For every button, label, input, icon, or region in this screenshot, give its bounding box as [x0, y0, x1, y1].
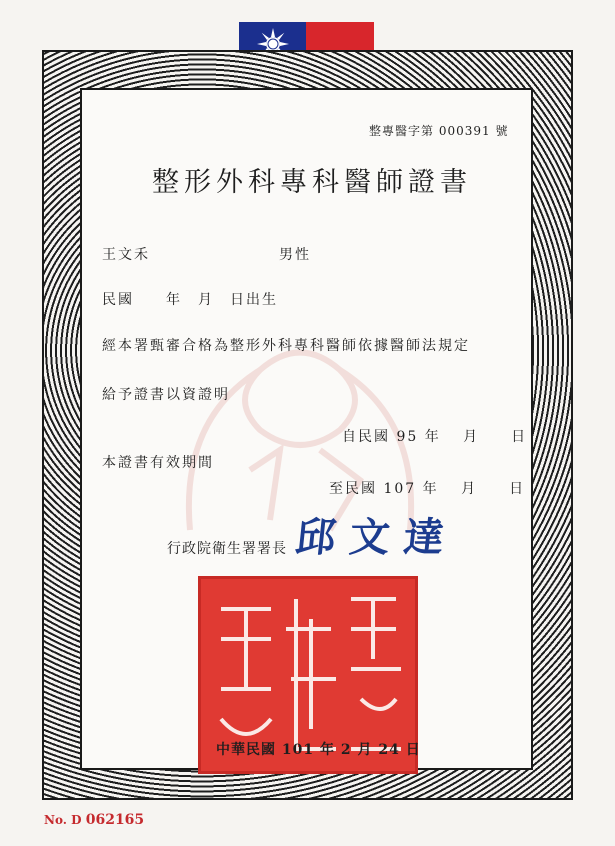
holder-name: 王文禾: [102, 247, 150, 263]
valid-to-date: 至民國 107 年 月 日: [329, 481, 526, 497]
issue-date: 中華民國 101 年 2 月 24 日: [216, 742, 421, 758]
certificate-number: 整專醫字第 000391 號: [369, 124, 509, 138]
serial-prefix: No. D: [44, 813, 82, 827]
issuing-official-title: 行政院衛生署署長: [167, 541, 287, 557]
birth-date-line: 民國 年 月 日出生: [102, 292, 278, 308]
official-signature: 邱文達: [293, 514, 461, 561]
serial-digits: 062165: [85, 812, 145, 828]
certification-statement: 經本署甄審合格為整形外科專科醫師依據醫師法規定: [102, 338, 470, 354]
certification-statement-2: 給予證書以資證明: [102, 387, 230, 403]
validity-label: 本證書有效期間: [102, 455, 214, 471]
valid-from-date: 自民國 95 年 月 日: [342, 429, 528, 445]
certificate-title: 整形外科專科醫師證書: [152, 167, 472, 198]
holder-gender: 男性: [279, 247, 311, 263]
serial-number: [44, 812, 144, 828]
